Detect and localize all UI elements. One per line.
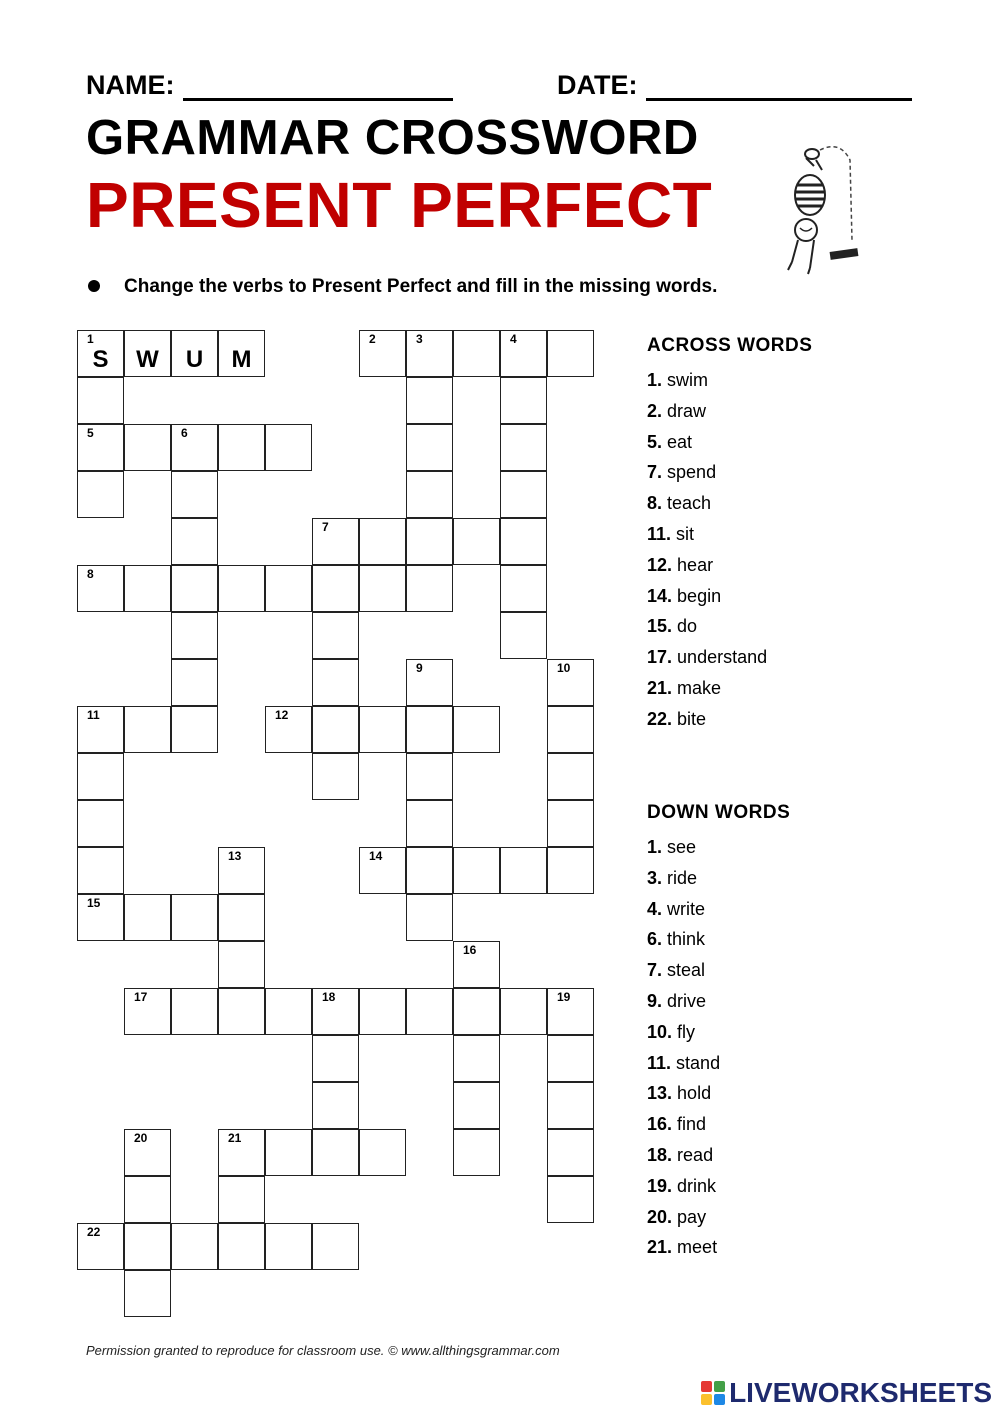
crossword-cell[interactable] [547,659,594,706]
brand-logo-icon [701,1381,725,1405]
crossword-cell[interactable] [312,518,359,565]
clue-num: 2. [647,400,663,421]
brand-name: LIVEWORKSHEETS [729,1377,992,1408]
crossword-cell[interactable] [500,565,547,612]
clue-num: 14. [647,585,673,606]
clue-verb: write [667,898,706,919]
crossword-cell[interactable] [218,1223,265,1270]
crossword-cell[interactable] [406,330,453,377]
clue-number: 2 [369,332,376,346]
clue-number: 3 [416,332,423,346]
clue-num: 13. [647,1083,673,1104]
clue-verb: do [677,616,698,637]
crossword-cell[interactable] [547,706,594,753]
crossword-cell[interactable] [312,1223,359,1270]
clue-num: 5. [647,431,663,452]
crossword-cell[interactable] [547,1129,594,1176]
clue-number: 10 [557,661,571,675]
across-clue [647,492,812,523]
answer-letter: M [231,346,252,373]
crossword-cell[interactable] [547,753,594,800]
clue-number: 11 [87,708,100,722]
crossword-cell[interactable] [406,753,453,800]
bullet-icon [88,280,100,292]
clue-number: 18 [322,990,336,1004]
crossword-cell[interactable] [218,988,265,1035]
permission-note: Permission granted to reproduce for classroom use. © www.allthingsgrammar.com [86,1343,560,1358]
crossword-cell[interactable] [265,706,312,753]
crossword-cell[interactable] [124,894,171,941]
clue-num: 7. [647,462,663,483]
across-clue [647,369,812,400]
clue-number: 6 [181,426,188,440]
clue-number: 4 [510,332,517,346]
across-clue [647,708,812,739]
clue-verb: bite [677,708,707,729]
liveworksheets-logo[interactable] [701,1378,992,1408]
crossword-cell[interactable] [124,1223,171,1270]
answer-letter: U [185,346,204,373]
clue-num: 20. [647,1206,673,1227]
clue-num: 1. [647,837,663,857]
down-clue [647,959,790,990]
clue-verb: sit [676,523,695,544]
date-label: DATE: [557,70,638,100]
down-clue [647,928,790,959]
crossword-cell[interactable] [500,471,547,518]
crossword-cell[interactable] [171,565,218,612]
crossword-cell[interactable] [218,424,265,471]
crossword-cell[interactable] [218,847,265,894]
crossword-cell[interactable] [124,1176,171,1223]
instruction-text: Change the verbs to Present Perfect and fill in the missing words. [124,276,718,297]
across-clue [647,677,812,708]
clue-verb: drive [667,990,707,1011]
clue-verb: hear [677,554,714,575]
clue-number: 1 [87,332,94,346]
clue-verb: think [667,929,706,950]
crossword-cell[interactable] [406,847,453,894]
down-clue [647,1082,790,1113]
crossword-cell[interactable] [312,988,359,1035]
crossword-cell[interactable] [453,518,500,565]
clue-number: 5 [87,426,94,440]
crossword-cell[interactable] [265,988,312,1035]
clue-number: 16 [463,943,477,957]
clue-number: 22 [87,1225,101,1239]
across-clue [647,585,812,616]
crossword-cell[interactable] [312,1082,359,1129]
across-clue [647,523,812,554]
clue-verb: steal [667,960,706,981]
crossword-cell[interactable] [547,1082,594,1129]
down-clue [647,1175,790,1206]
crossword-cell[interactable] [500,518,547,565]
down-clue [647,1021,790,1052]
crossword-cell[interactable] [453,941,500,988]
clue-number: 12 [275,708,289,722]
clue-verb: teach [667,493,712,514]
across-clue [647,615,812,646]
crossword-cell[interactable] [547,988,594,1035]
crossword-cell[interactable] [77,565,124,612]
crossword-cell[interactable] [453,1129,500,1176]
clue-verb: find [677,1114,707,1135]
crossword-cell[interactable] [171,894,218,941]
crossword-cell[interactable] [124,706,171,753]
crossword-cell[interactable] [265,424,312,471]
crossword-cell[interactable] [547,330,594,377]
crossword-cell[interactable] [453,330,500,377]
down-heading: DOWN WORDS [647,802,791,823]
across-clue [647,400,812,431]
clue-verb: read [677,1144,714,1165]
clue-num: 21. [647,677,673,698]
crossword-cell[interactable] [500,377,547,424]
crossword-cell[interactable] [453,988,500,1035]
crossword-cell[interactable] [547,1176,594,1223]
clue-num: 4. [647,898,663,919]
clue-num: 6. [647,929,663,950]
crossword-cell[interactable] [77,706,124,753]
crossword-cell[interactable] [171,1223,218,1270]
clue-num: 3. [647,867,663,888]
crossword-cell[interactable] [312,1035,359,1082]
crossword-cell[interactable] [77,330,124,377]
crossword-cell[interactable] [171,330,218,377]
clue-verb: see [667,837,697,857]
clue-num: 21. [647,1237,673,1258]
clue-verb: meet [677,1237,718,1258]
crossword-cell[interactable] [77,847,124,894]
crossword-cell[interactable] [171,518,218,565]
crossword-cell[interactable] [359,706,406,753]
clue-num: 19. [647,1175,673,1196]
crossword-cell[interactable] [453,1035,500,1082]
crossword-cell[interactable] [171,424,218,471]
worksheet-subtitle: PRESENT PERFECT [86,169,713,241]
down-clue [647,1052,790,1083]
crossword-cell[interactable] [500,330,547,377]
clue-num: 8. [647,493,663,514]
clue-verb: understand [677,647,768,668]
down-clue [647,1144,790,1175]
crossword-cell[interactable] [77,471,124,518]
crossword-cell[interactable] [218,1176,265,1223]
crossword-cell[interactable] [359,847,406,894]
down-clue [647,898,790,929]
crossword-cell[interactable] [265,1129,312,1176]
clue-number: 14 [369,849,383,863]
crossword-cell[interactable] [406,424,453,471]
name-label: NAME: [86,70,175,100]
down-clues [647,802,790,1267]
name-field[interactable] [86,70,453,101]
clue-num: 11. [647,1052,672,1073]
crossword-cell[interactable] [312,659,359,706]
clue-num: 9. [647,990,663,1011]
clue-num: 7. [647,960,663,981]
across-clue [647,554,812,585]
crossword-cell[interactable] [218,565,265,612]
crossword-cell[interactable] [124,424,171,471]
crossword-cell[interactable] [500,612,547,659]
crossword-cell[interactable] [265,1223,312,1270]
clue-verb: draw [667,400,707,421]
clue-number: 20 [134,1131,148,1145]
crossword-cell[interactable] [547,847,594,894]
crossword-cell[interactable] [77,424,124,471]
crossword-cell[interactable] [406,471,453,518]
clue-number: 21 [228,1131,242,1145]
crossword-cell[interactable] [265,565,312,612]
clue-verb: eat [667,431,693,452]
clue-verb: pay [677,1206,707,1227]
crossword-cell[interactable] [453,1082,500,1129]
down-clue [647,990,790,1021]
clue-verb: stand [676,1052,721,1073]
clue-number: 15 [87,896,101,910]
clue-num: 18. [647,1144,673,1165]
crossword-cell[interactable] [124,330,171,377]
clue-number: 19 [557,990,571,1004]
name-blank[interactable] [183,74,453,101]
crossword-cell[interactable] [171,988,218,1035]
down-clue [647,1113,790,1144]
crossword-cell[interactable] [406,565,453,612]
clue-verb: drink [677,1175,717,1196]
crossword-cell[interactable] [406,988,453,1035]
crossword-cell[interactable] [77,377,124,424]
crossword-cell[interactable] [453,706,500,753]
crossword-cell[interactable] [406,659,453,706]
clue-number: 7 [322,520,329,534]
crossword-cell[interactable] [312,753,359,800]
clue-number: 8 [87,567,94,581]
crossword-cell[interactable] [453,847,500,894]
clue-verb: ride [667,867,698,888]
crossword-cell[interactable] [406,894,453,941]
diver-illustration-icon [770,140,870,280]
crossword-cell[interactable] [406,706,453,753]
down-clue [647,836,790,867]
clue-num: 22. [647,708,673,729]
across-clues [647,335,812,739]
date-field[interactable] [557,70,912,101]
crossword-cell[interactable] [312,1129,359,1176]
clue-num: 11. [647,523,672,544]
clue-verb: make [677,677,722,698]
crossword-cell[interactable] [124,988,171,1035]
answer-letter: S [92,346,109,373]
clue-num: 16. [647,1114,673,1135]
clue-verb: hold [677,1083,712,1104]
crossword-cell[interactable] [171,659,218,706]
across-clue [647,461,812,492]
crossword-cell[interactable] [547,1035,594,1082]
down-clue [647,1236,790,1267]
across-heading: ACROSS WORDS [647,335,813,356]
instruction [86,276,717,298]
crossword-cell[interactable] [406,377,453,424]
crossword-cell[interactable] [218,894,265,941]
crossword-cell[interactable] [312,565,359,612]
down-clue [647,867,790,898]
down-clue [647,1206,790,1237]
crossword-cell[interactable] [359,330,406,377]
clue-verb: fly [677,1021,696,1042]
clue-num: 15. [647,616,673,637]
crossword-cell[interactable] [77,800,124,847]
clue-number: 9 [416,661,423,675]
across-clue [647,646,812,677]
crossword-cell[interactable] [171,612,218,659]
crossword-cell[interactable] [312,612,359,659]
crossword-cell[interactable] [359,988,406,1035]
crossword-cell[interactable] [547,800,594,847]
crossword-cell[interactable] [218,941,265,988]
answer-letter: W [136,346,159,373]
crossword-cell[interactable] [77,753,124,800]
crossword-cell[interactable] [124,1270,171,1317]
crossword-cell[interactable] [312,706,359,753]
crossword-cell[interactable] [500,988,547,1035]
crossword-cell[interactable] [77,1223,124,1270]
clue-verb: swim [667,370,709,390]
crossword-cell[interactable] [77,894,124,941]
clue-verb: begin [677,585,722,606]
crossword-cell[interactable] [124,565,171,612]
clue-num: 10. [647,1021,673,1042]
crossword-cell[interactable] [406,518,453,565]
crossword-cell[interactable] [124,1129,171,1176]
crossword-cell[interactable] [218,1129,265,1176]
crossword-cell[interactable] [500,424,547,471]
clue-num: 12. [647,554,673,575]
clue-number: 13 [228,849,242,863]
clue-number: 17 [134,990,148,1004]
across-clue [647,431,812,462]
crossword-cell[interactable] [359,518,406,565]
clue-num: 17. [647,647,673,668]
clue-num: 1. [647,370,663,390]
crossword-cell[interactable] [359,565,406,612]
crossword-cell[interactable] [359,1129,406,1176]
crossword-cell[interactable] [218,330,265,377]
crossword-cell[interactable] [171,471,218,518]
crossword-cell[interactable] [406,800,453,847]
date-blank[interactable] [646,74,912,101]
worksheet-title: GRAMMAR CROSSWORD [86,111,699,165]
crossword-cell[interactable] [500,847,547,894]
clue-verb: spend [667,462,717,483]
crossword-cell[interactable] [171,706,218,753]
